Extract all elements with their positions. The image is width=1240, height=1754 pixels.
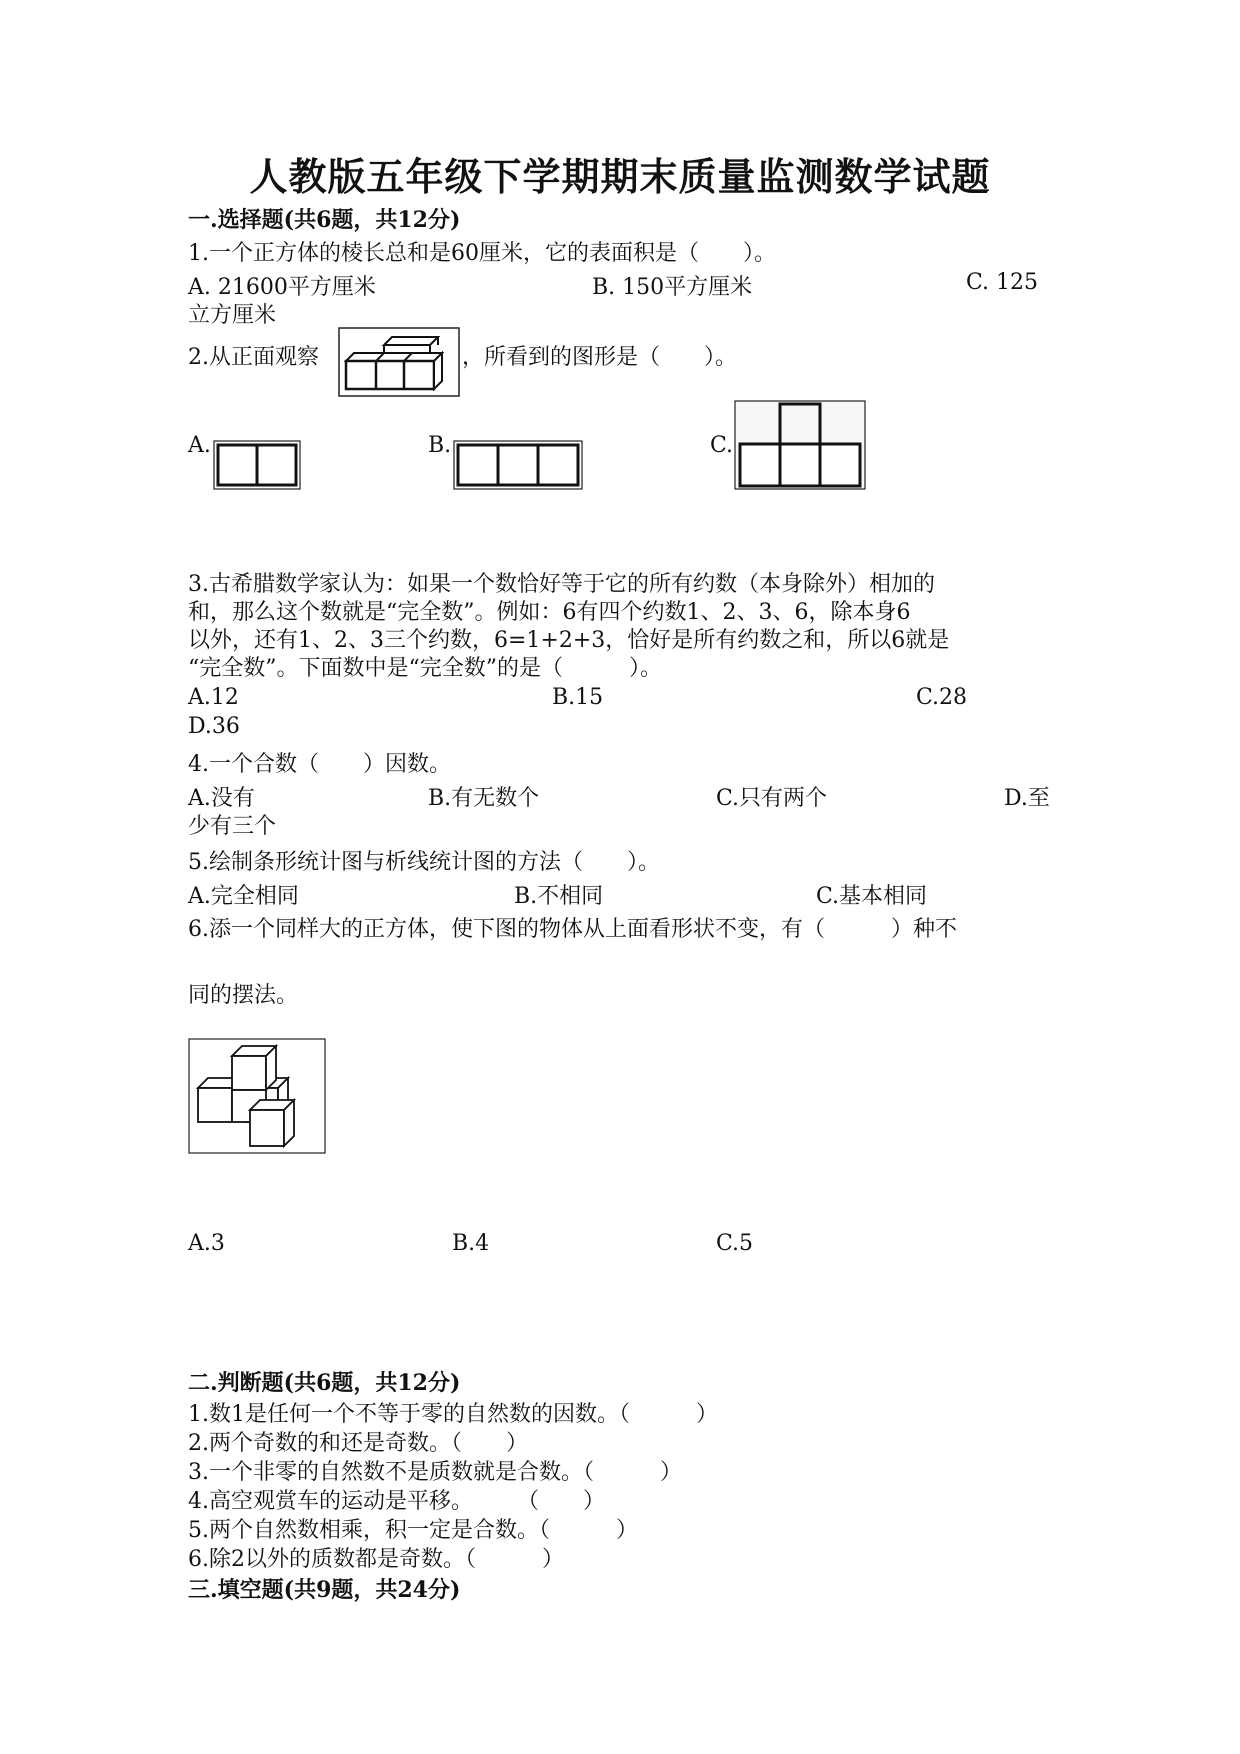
judgement-item-5: 5.两个自然数相乘，积一定是合数。（ ）: [188, 1518, 638, 1543]
question-6-line-1: 6.添一个同样大的正方体，使下图的物体从上面看形状不变，有（ ）种不: [188, 917, 957, 942]
question-6-figure: [188, 1038, 326, 1154]
judgement-item-1: 1.数1是任何一个不等于零的自然数的因数。（ ）: [188, 1402, 718, 1427]
question-1-option-b: B. 150平方厘米: [592, 275, 753, 300]
question-6-option-c: C.5: [716, 1231, 754, 1256]
question-5-text: 5.绘制条形统计图与析线统计图的方法（ ）。: [188, 850, 660, 875]
question-1-text: 1.一个正方体的棱长总和是60厘米，它的表面积是（ ）。: [188, 241, 776, 266]
question-2-option-a: A.: [188, 433, 211, 458]
question-3-line-3: 以外，还有1、2、3三个约数，6=1+2+3，恰好是所有约数之和，所以6就是: [188, 628, 950, 653]
question-4-option-b: B.有无数个: [428, 786, 540, 811]
question-3-option-c: C.28: [916, 685, 968, 710]
section-heading-fill-in: 三.填空题(共9题，共24分): [188, 1577, 461, 1603]
question-5-option-a: A.完全相同: [188, 884, 299, 909]
question-2-option-c-figure: [734, 400, 866, 490]
question-2-option-a-figure: [213, 440, 301, 490]
page-title: 人教版五年级下学期期末质量监测数学试题: [249, 154, 991, 199]
section-heading-judgement: 二.判断题(共6题，共12分): [188, 1370, 461, 1396]
judgement-item-6: 6.除2以外的质数都是奇数。（ ）: [188, 1547, 564, 1572]
judgement-item-2: 2.两个奇数的和还是奇数。（ ）: [188, 1431, 528, 1456]
question-2-figure: [338, 327, 460, 397]
question-4-option-c: C.只有两个: [716, 786, 828, 811]
section-heading-choice: 一.选择题(共6题，共12分): [188, 207, 461, 233]
question-1-option-a: A. 21600平方厘米: [188, 275, 376, 300]
judgement-item-3: 3.一个非零的自然数不是质数就是合数。（ ）: [188, 1460, 682, 1485]
question-4-text: 4.一个合数（ ）因数。: [188, 752, 451, 777]
question-6-option-b: B.4: [452, 1231, 490, 1256]
question-5-option-c: C.基本相同: [816, 884, 928, 909]
question-2-prefix: 2.从正面观察: [188, 345, 319, 370]
question-1-option-c: C. 125: [966, 270, 1039, 295]
question-4-option-d-wrap: 少有三个: [188, 814, 277, 839]
question-2-option-c: C.: [710, 433, 734, 458]
question-6-line-2: 同的摆法。: [188, 983, 299, 1008]
question-1-option-c-wrap: 立方厘米: [188, 303, 277, 328]
question-2-option-b-figure: [453, 440, 583, 490]
question-2-suffix: ，所看到的图形是（ ）。: [462, 345, 738, 370]
question-3-line-1: 3.古希腊数学家认为：如果一个数恰好等于它的所有约数（本身除外）相加的: [188, 572, 935, 597]
question-4-option-d: D.至: [1004, 786, 1050, 811]
question-3-option-b: B.15: [552, 685, 604, 710]
question-3-option-d: D.36: [188, 714, 240, 739]
judgement-item-4: 4.高空观赏车的运动是平移。 （ ）: [188, 1489, 605, 1514]
question-3-line-4: “完全数”。下面数中是“完全数”的是（ ）。: [188, 656, 662, 681]
question-5-option-b: B.不相同: [514, 884, 604, 909]
question-3-option-a: A.12: [188, 685, 239, 710]
question-3-line-2: 和，那么这个数就是“完全数”。例如：6有四个约数1、2、3、6，除本身6: [188, 600, 911, 625]
question-6-option-a: A.3: [188, 1231, 225, 1256]
question-4-option-a: A.没有: [188, 786, 255, 811]
question-2-option-b: B.: [428, 433, 452, 458]
